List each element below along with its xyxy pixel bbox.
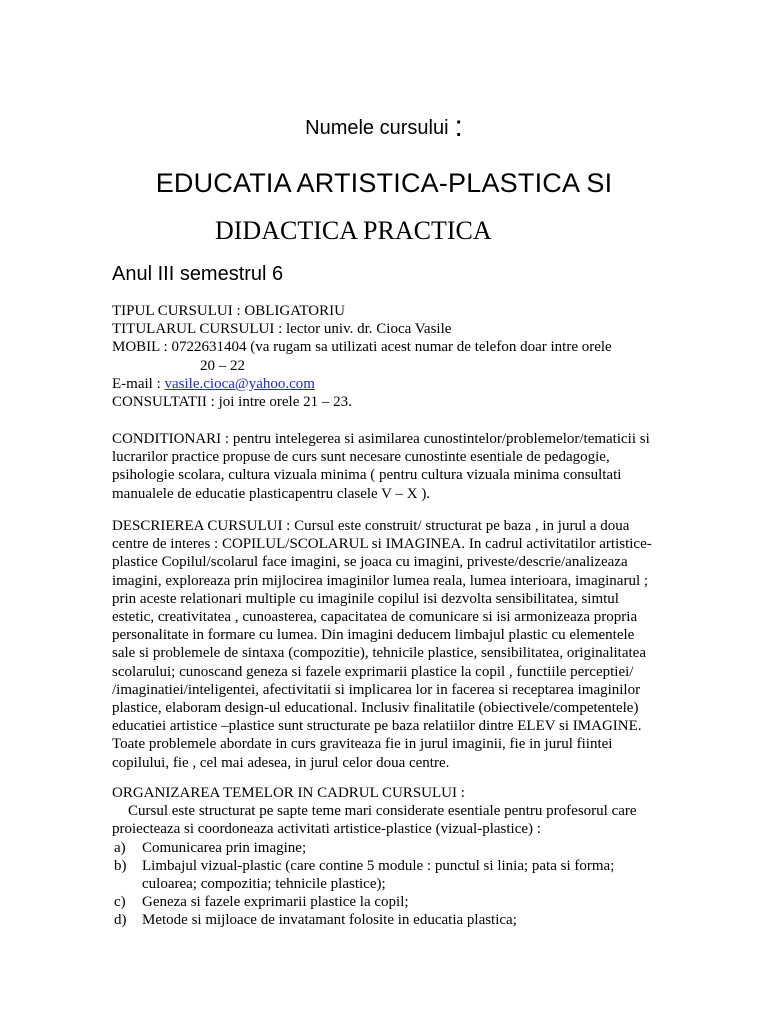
course-description-paragraph: DESCRIEREA CURSULUI : Cursul este construit/ structurat pe baza , in jurul a doua centre de interes : COPILUL/SCOLARUL si IMAGINEA. In cadrul activitatilor artistice-plastice Copilul/scolarul face imagini, se joaca cu imagini, priveste/descrie/analizeaza imagini, exploreaza prin mijlocirea imaginilor lumea reala, lumea interioara, imaginarul ; prin aceste relationari multiple cu imaginile copilul isi dezvolta sensibilitatea, simtul estetic, creativitatea , cunoasterea, capacitatea de comunicare si isi armonizeaza propria personalitate in formare cu lumea. Din imagini deducem limbajul plastic cu elementele sale si problemele de sintaxa (compozitie), tehnicile plastice, sensibilitatea, originalitatea scolarului; cunoscand geneza si fazele exprimarii plastice la copil , functiile perceptiei/ /imaginatiei/inteligentei, afectivitatii si implicarea lor in facerea si receptarea imaginilor plastice, elaboram design-ul educational. Inclusiv finalitatile (obiectivele/competentele) educatiei artistice –plastice sunt structurate pe baza relatiilor dintre ELEV si IMAGINE. Toate problemele abordate in curs graviteaza fie in jurul imaginii, fie in jurul fiintei copilului, fie , cel mai adesea, in jurul celor doua centre. — [112, 518, 652, 771]
topics-list — [112, 839, 660, 930]
list-item-text: Metode si mijloace de invatamant folosite in educatia plastica; — [142, 912, 517, 929]
topics-heading: ORGANIZAREA TEMELOR IN CADRUL CURSULUI : — [112, 785, 465, 801]
course-name-label-text: Numele cursului — [305, 117, 449, 139]
list-item — [112, 893, 660, 911]
course-name-label — [0, 110, 768, 144]
year-semester: Anul III semestrul 6 — [112, 263, 284, 285]
course-name-colon: : — [454, 110, 463, 143]
list-item-marker: b) — [114, 857, 127, 874]
list-item-marker: c) — [114, 894, 126, 911]
list-item-text: Limbajul vizual-plastic (care contine 5 module : punctul si linia; pata si forma; culoarea; compozitia; tehnicile plastice); — [142, 857, 615, 893]
list-item — [112, 857, 660, 893]
course-title-line-1: EDUCATIA ARTISTICA-PLASTICA SI — [155, 168, 613, 198]
course-info-block — [112, 302, 660, 411]
consultation-hours: CONSULTATII : joi intre orele 21 – 23. — [112, 394, 352, 411]
course-type: TIPUL CURSULUI : OBLIGATORIU — [112, 303, 345, 319]
email-label: E-mail : — [112, 375, 165, 392]
email-line — [112, 375, 660, 393]
list-item — [112, 839, 660, 857]
course-title-line-2: DIDACTICA PRACTICA — [215, 216, 492, 245]
email-link[interactable]: vasile.cioca@yahoo.com — [164, 375, 315, 392]
list-item-text: Comunicarea prin imagine; — [142, 839, 307, 856]
prerequisites-paragraph: CONDITIONARI : pentru intelegerea si asimilarea cunostintelor/problemelor/tematicii si lucrarilor practice propuse de curs sunt necesare cunostinte esentiale de pedagogie, psihologie scolara, cultura vizuala minima ( pentru cultura vizuala minima consultati manualele de educatie plasticapentru clasele V – X ). — [112, 431, 650, 502]
list-item-text: Geneza si fazele exprimarii plastice la copil; — [142, 894, 409, 911]
list-item — [112, 911, 660, 929]
topics-intro: Cursul este structurat pe sapte teme mari considerate esentiale pentru profesorul care proiecteaza si coordoneaza activitati artistice-plastice (vizual-plastice) : — [112, 803, 637, 838]
list-item-marker: d) — [114, 912, 127, 929]
list-item-marker: a) — [114, 839, 126, 856]
course-holder: TITULARUL CURSULUI : lector univ. dr. Cioca Vasile — [112, 321, 452, 338]
mobile-phone: MOBIL : 0722631404 (va rugam sa utilizati acest numar de telefon doar intre orele — [112, 339, 612, 356]
topics-organization-section — [112, 784, 660, 930]
mobile-hours: 20 – 22 — [200, 357, 245, 374]
